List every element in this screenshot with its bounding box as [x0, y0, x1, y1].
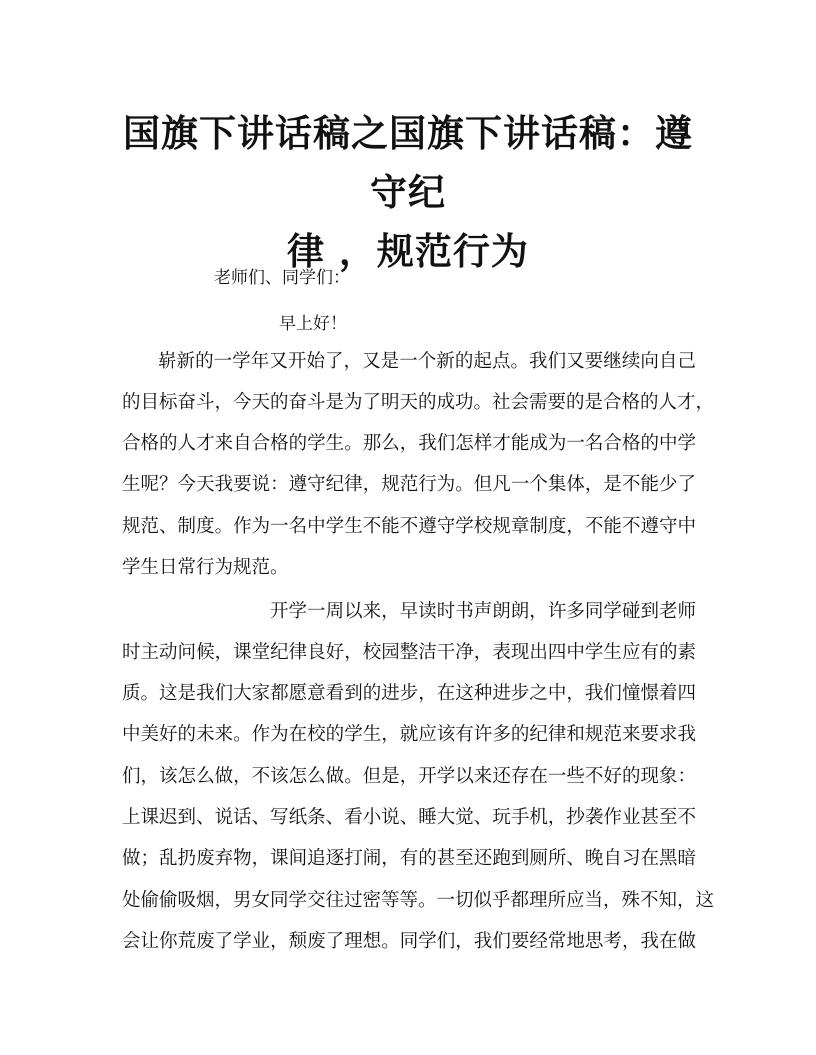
paragraph-2-line: 时主动问候，课堂纪律良好，校园整洁干净，表现出四中学生应有的素 — [122, 642, 696, 663]
greeting: 早上好！ — [279, 314, 347, 334]
paragraph-2-line: 开学一周以来，早读时书声朗朗，许多同学碰到老师 — [270, 601, 696, 622]
paragraph-2-line: 中美好的未来。作为在校的学生，就应该有许多的纪律和规范来要求我 — [122, 724, 696, 745]
paragraph-2-line: 会让你荒废了学业，颓废了理想。同学们，我们要经常地思考，我在做 — [122, 931, 696, 952]
paragraph-2-line: 做；乱扔废弃物，课间追逐打闹，有的甚至还跑到厕所、晚自习在黑暗 — [122, 848, 696, 869]
paragraph-1-line: 的目标奋斗，今天的奋斗是为了明天的成功。社会需要的是合格的人才， — [122, 392, 715, 413]
paragraph-1-line: 合格的人才来自合格的学生。那么，我们怎样才能成为一名合格的中学 — [122, 433, 696, 454]
paragraph-1-line: 生呢？今天我要说：遵守纪律，规范行为。但凡一个集体，是不能少了 — [122, 474, 696, 495]
title-line-1: 国旗下讲话稿之国旗下讲话稿：遵守纪 — [123, 111, 693, 214]
document-title — [110, 104, 706, 281]
salutation: 老师们、同学们： — [214, 268, 350, 288]
paragraph-2-line: 质。这是我们大家都愿意看到的进步，在这种进步之中，我们憧憬着四 — [122, 683, 696, 704]
paragraph-2-line: 们，该怎么做，不该怎么做。但是，开学以来还存在一些不好的现象： — [122, 766, 696, 787]
paragraph-2-line: 上课迟到、说话、写纸条、看小说、睡大觉、玩手机，抄袭作业甚至不 — [122, 807, 696, 828]
paragraph-2-line: 处偷偷吸烟，男女同学交往过密等等。一切似乎都理所应当，殊不知，这 — [122, 890, 715, 911]
paragraph-1-line: 崭新的一学年又开始了，又是一个新的起点。我们又要继续向自己 — [158, 351, 696, 372]
paragraph-1-line: 学生日常行为规范。 — [122, 557, 289, 578]
paragraph-1-line: 规范、制度。作为一名中学生不能不遵守学校规章制度，不能不遵守中 — [122, 516, 696, 537]
title-line-2: 律 ，规范行为 — [287, 229, 529, 273]
